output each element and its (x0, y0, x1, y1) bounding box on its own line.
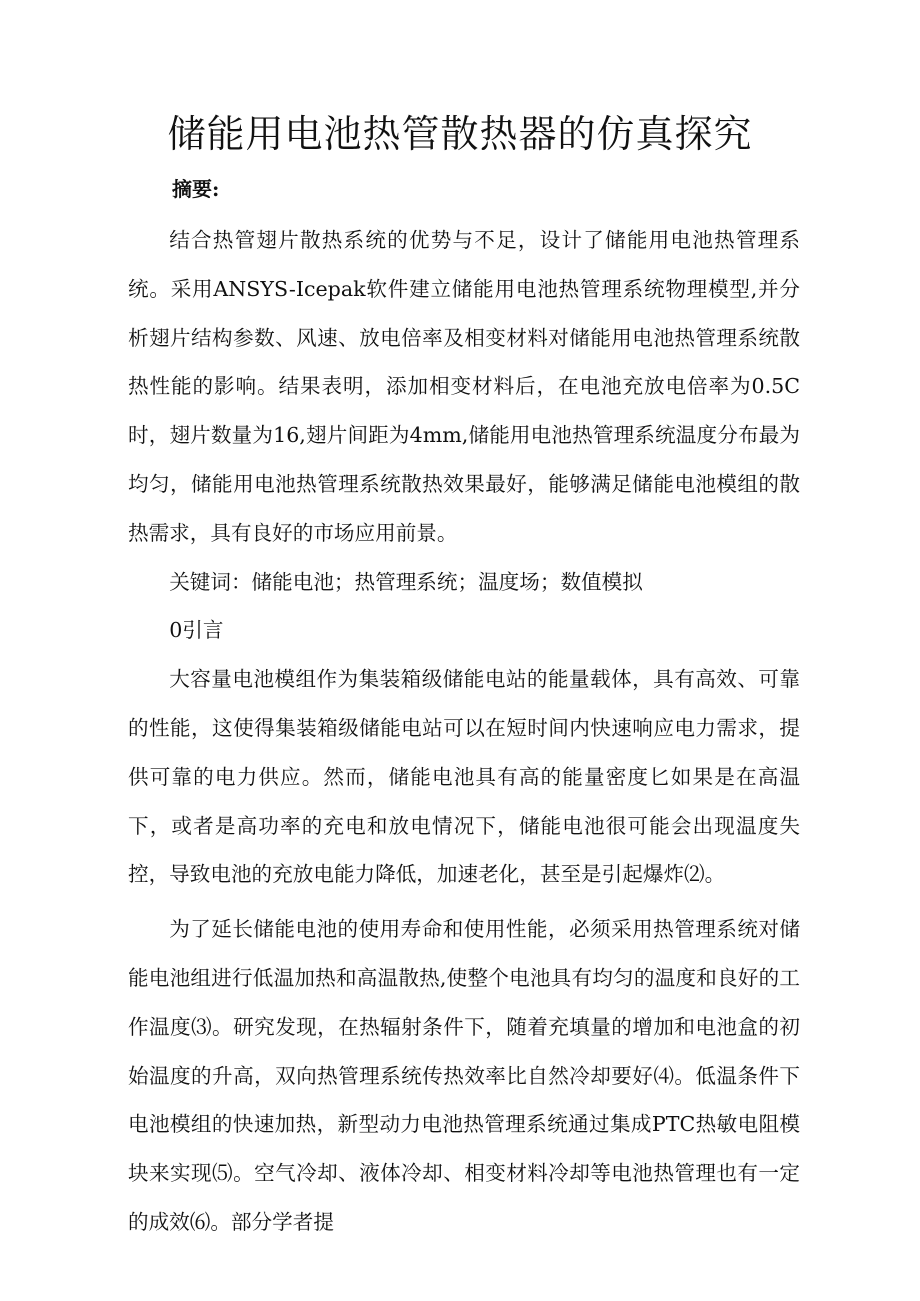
document-body (128, 216, 800, 1247)
paragraph: 大容量电池模组作为集装箱级储能电站的能量载体，具有高效、可靠的性能，这使得集装箱级储能电站可以在短时间内快速响应电力需求，提供可靠的电力供应。然而，储能电池具有高的能量密度匕如果是在高温下，或者是高功率的充电和放电情况下，储能电池很可能会出现温度失控，导致电池的充放电能力降低，加速老化，甚至是引起爆炸⑵。 (128, 667, 800, 887)
keywords-line: 关键词：储能电池；热管理系统；温度场；数值模拟 (169, 569, 643, 594)
abstract-label: 摘要: (172, 177, 220, 201)
document-title: 储能用电池热管散热器的仿真探究 (167, 112, 753, 156)
abstract-text: 结合热管翅片散热系统的优势与不足，设计了储能用电池热管理系统。采用ANSYS-Icepak软件建立储能用电池热管理系统物理模型,并分析翅片结构参数、风速、放电倍率及相变材料对储能用电池热管理系统散热性能的影响。结果表明，添加相变材料后，在电池充放电倍率为0.5C时，翅片数量为16,翅片间距为4mm,储能用电池热管理系统温度分布最为均匀，储能用电池热管理系统散热效果最好，能够满足储能电池模组的散热需求，具有良好的市场应用前景。 (128, 228, 800, 545)
paragraph: 为了延长储能电池的使用寿命和使用性能，必须采用热管理系统对储能电池组进行低温加热和高温散热,使整个电池具有均匀的温度和良好的工作温度⑶。研究发现，在热辐射条件下，随着充填量的增加和电池盒的初始温度的升高，双向热管理系统传热效率比自然冷却要好⑷。低温条件下电池模组的快速加热，新型动力电池热管理系统通过集成PTC热敏电阻模块来实现⑸。空气冷却、液体冷却、相变材料冷却等电池热管理也有一定的成效⑹。部分学者提 (128, 917, 800, 1234)
section-heading: 0引言 (169, 618, 224, 643)
